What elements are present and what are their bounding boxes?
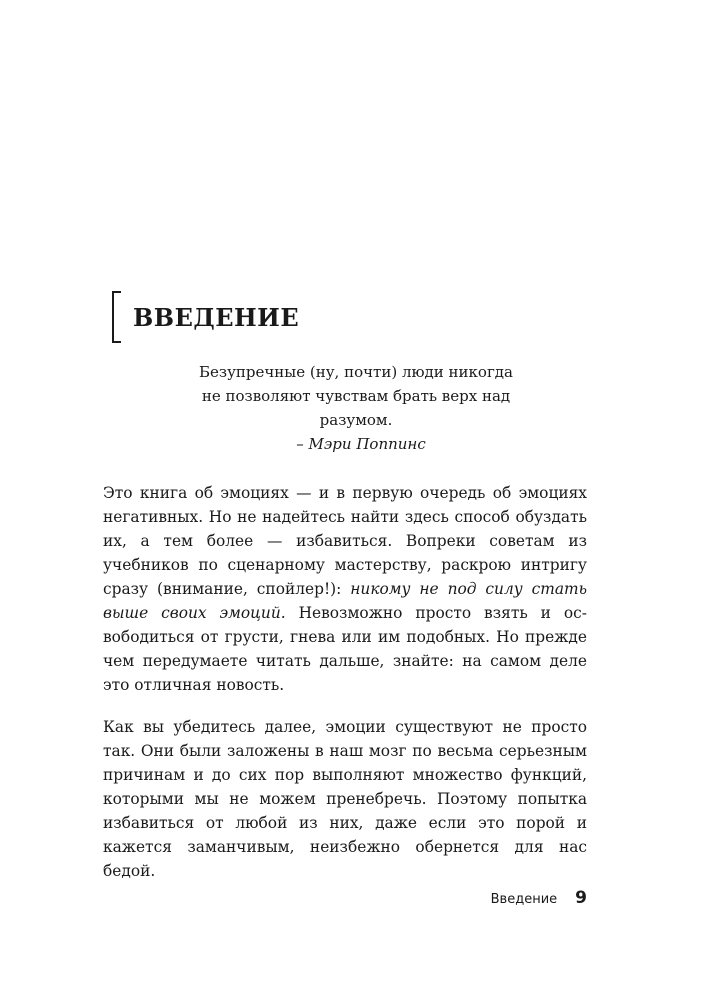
running-footer-title: Введение: [490, 892, 558, 907]
paragraph: [103, 481, 587, 697]
bracket-mark: [112, 291, 121, 343]
epigraph: [150, 360, 562, 456]
chapter-title: ВВЕДЕНИЕ: [133, 303, 300, 332]
epigraph-line: разумом.: [319, 411, 393, 429]
paragraph-text: Невозможно просто взять и освободиться от грусти, гнева или им подобных. Но прежде чем передумаете читать дальше, знайте: на самом деле это отличная новость.: [103, 604, 587, 694]
body-text: [103, 481, 587, 901]
epigraph-attribution: – Мэри Поппинс: [296, 435, 426, 453]
epigraph-line: Безупречные (ну, почти) люди никогда: [199, 363, 513, 381]
page-number: 9: [575, 888, 587, 908]
epigraph-line: не позволяют чувствам брать верх над: [201, 387, 511, 405]
chapter-heading: [112, 290, 299, 344]
page-footer: [491, 888, 587, 908]
paragraph: Как вы убедитесь далее, эмоции существуют не просто так. Они были заложены в наш мозг по весьма серьезным причинам и до сих пор выполняют множество функций, которыми мы не можем пренебречь. Поэтому попытка избавиться от любой из них, даже если это порой и кажется заманчивым, неизбежно обернется для нас бедой.: [103, 718, 587, 880]
paragraph-text: Это книга об эмоциях — и в первую очередь об эмоциях негативных. Но не надейтесь найти здесь способ обуздать их, а тем более — избавиться. Вопреки советам из учебников по сценарному мастерству, раскрою интригу сразу (внимание, спойлер!):: [103, 484, 587, 598]
paragraph-emphasis: никому не под силу стать выше своих эмоций.: [103, 580, 587, 622]
